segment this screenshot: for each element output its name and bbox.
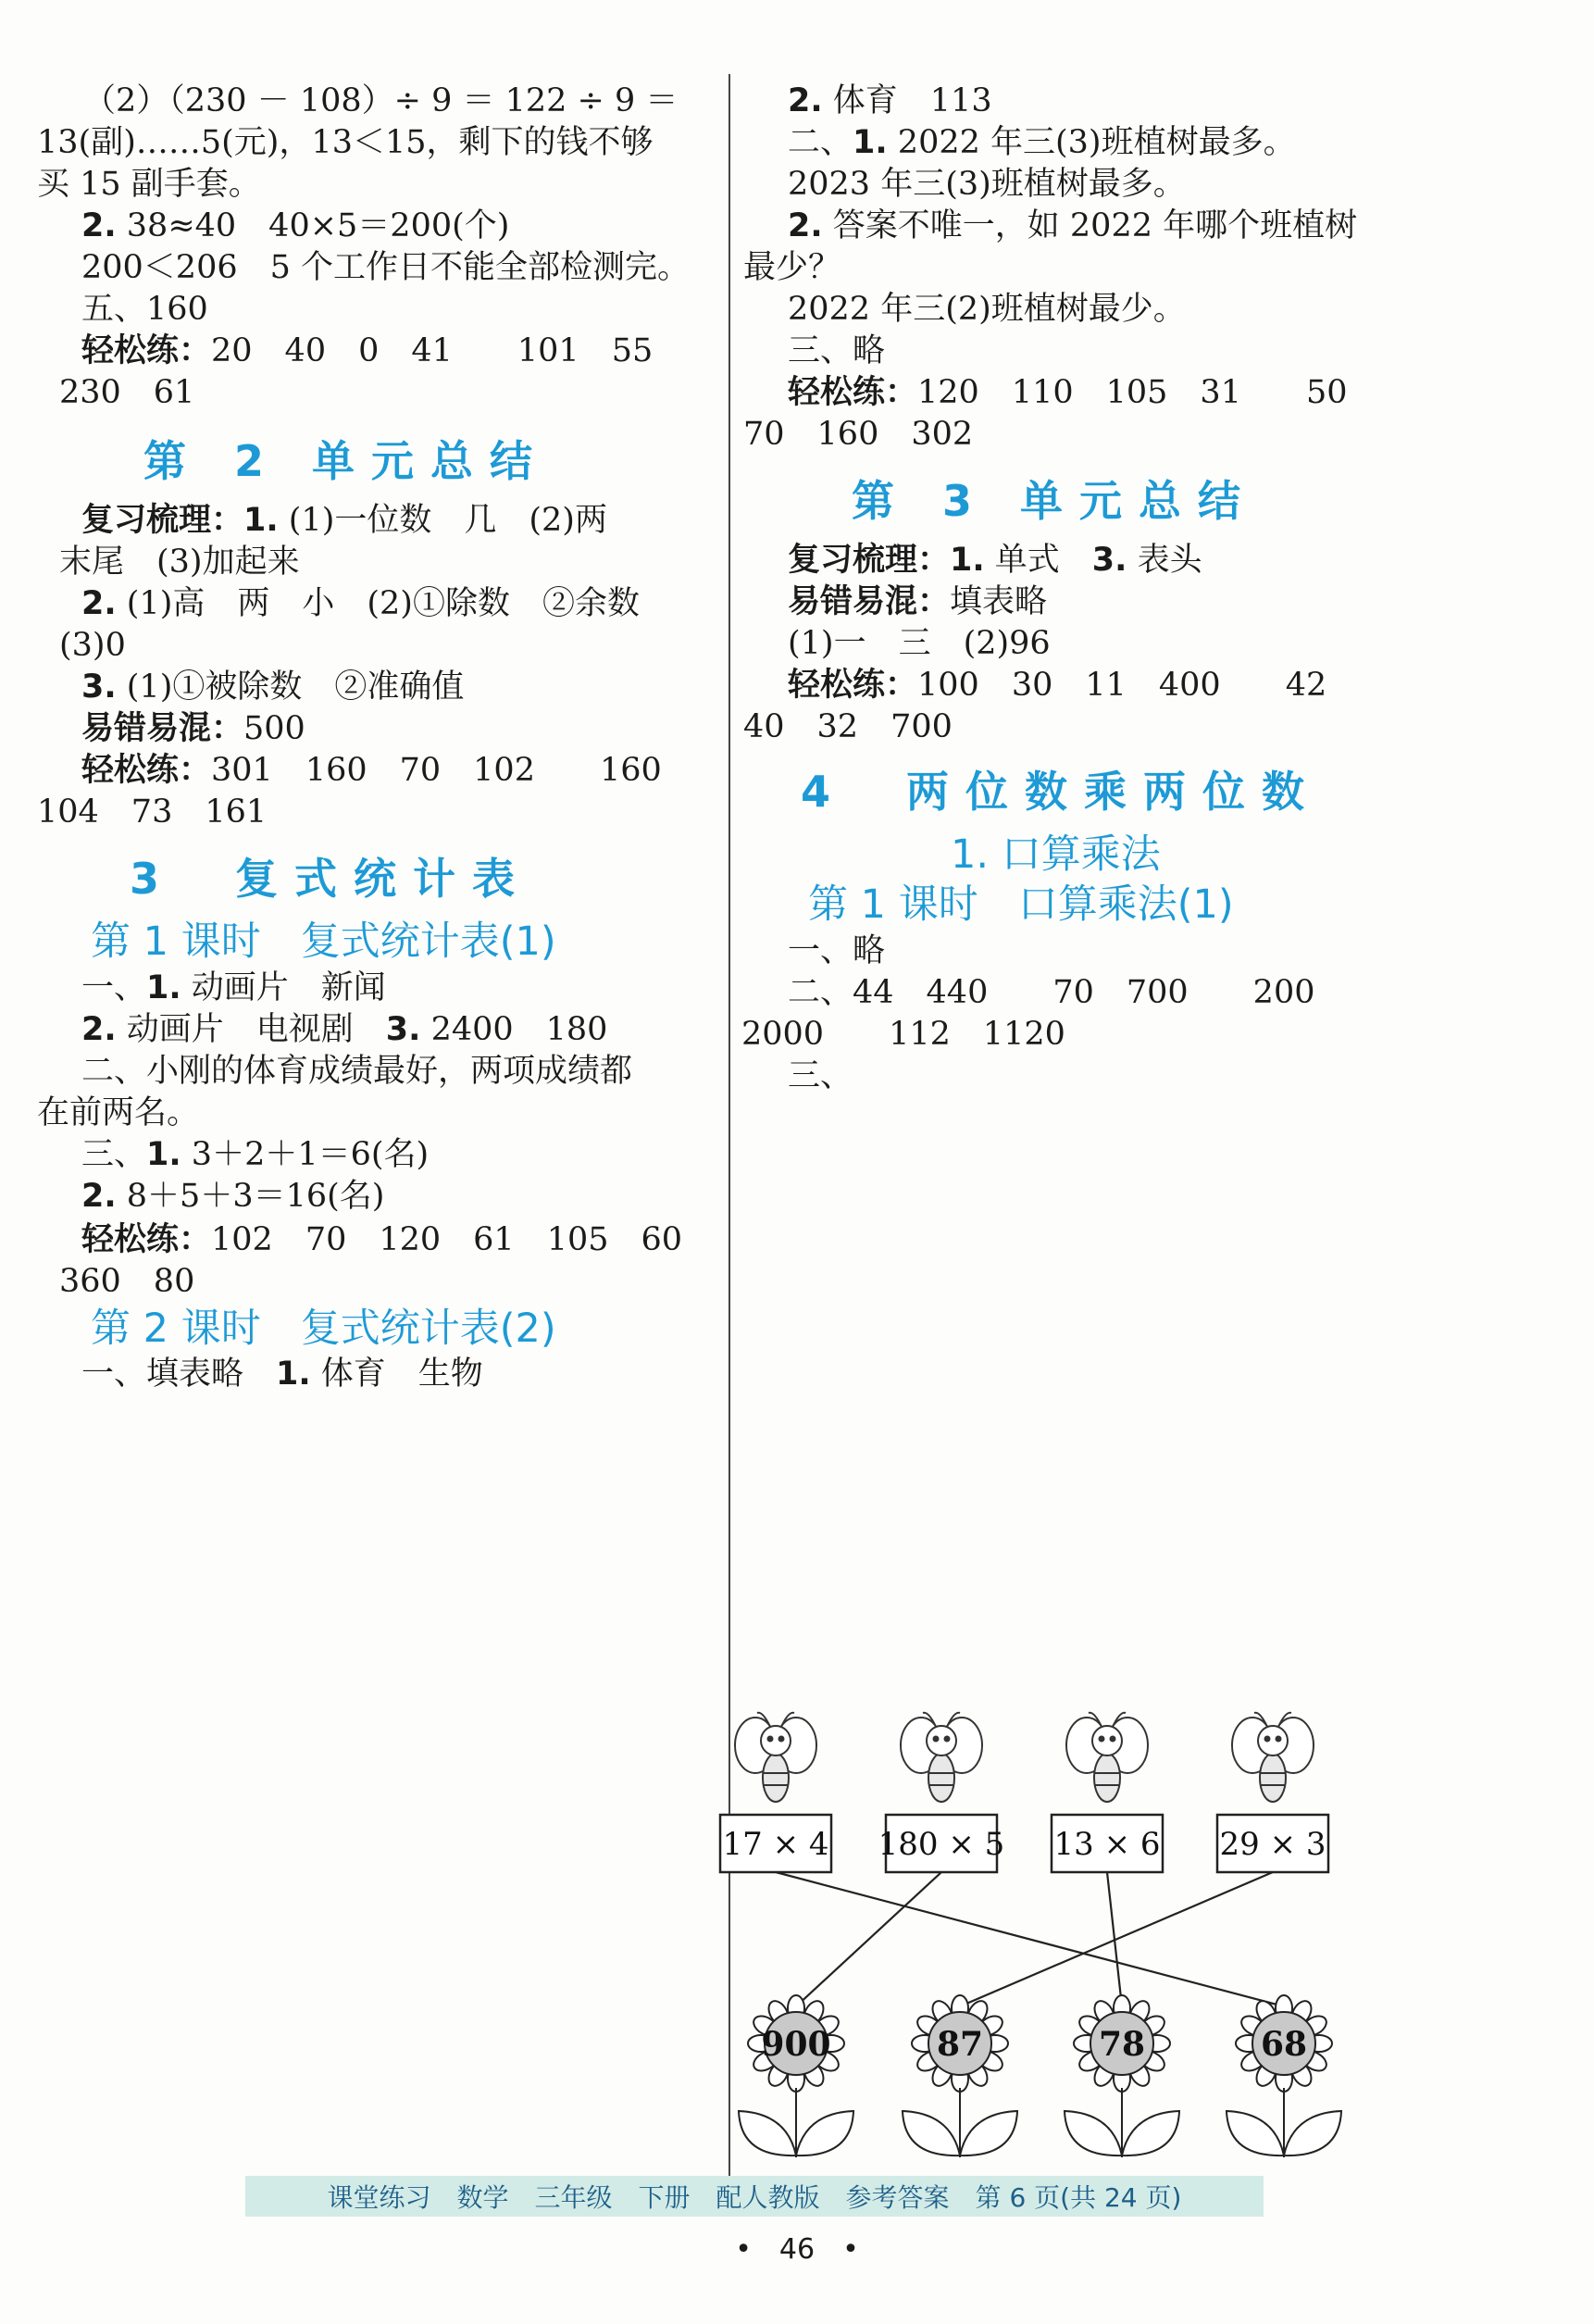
section-1-heading: 1. 口算乘法 <box>951 831 1161 878</box>
answer-line: 末尾 (3)加起来 <box>59 544 300 581</box>
answer-line: 买 15 副手套。 <box>37 166 261 203</box>
answer-line: 二、44 440 70 700 200 <box>788 974 1315 1011</box>
answer-line: 2. 体育 113 <box>788 82 992 119</box>
answer-line: 轻松练：20 40 0 41 101 55 <box>81 332 654 369</box>
chapter-4-heading: 4 两位数乘两位数 <box>801 767 1322 817</box>
svg-text:17 × 4: 17 × 4 <box>722 1826 829 1863</box>
answer-line: 2000 112 1120 <box>741 1016 1065 1053</box>
answer-line: 一、略 <box>788 932 886 969</box>
answer-line: 2022 年三(2)班植树最少。 <box>788 291 1186 328</box>
match-line <box>776 1872 1284 2006</box>
flower-icon <box>903 1995 1017 2157</box>
footer-band: 课堂练习 数学 三年级 下册 配人教版 参考答案 第 6 页(共 24 页) <box>245 2176 1264 2217</box>
expression-box <box>1052 1815 1163 1872</box>
answer-line: 三、略 <box>788 332 886 369</box>
flower-icon <box>1227 1995 1341 2157</box>
answer-line: 2. 8＋5＋3＝16(名) <box>81 1178 385 1215</box>
answer-line: 230 61 <box>59 374 195 411</box>
lesson-1-heading: 第 1 课时 口算乘法(1) <box>808 881 1234 928</box>
answer-line: 轻松练：100 30 11 400 42 <box>788 667 1327 704</box>
answer-line: 104 73 161 <box>37 793 268 831</box>
answer-line: 一、1. 动画片 新闻 <box>81 969 386 1006</box>
match-line <box>960 1872 1273 2006</box>
answer-line: (3)0 <box>59 627 126 664</box>
unit-3-summary-heading: 第 3 单元总结 <box>852 476 1258 526</box>
expression-box <box>1217 1815 1328 1872</box>
match-line <box>796 1872 941 2006</box>
answer-line: 轻松练：102 70 120 61 105 60 <box>81 1221 683 1258</box>
svg-text:900: 900 <box>761 2025 831 2064</box>
answer-line: 二、1. 2022 年三(3)班植树最多。 <box>788 124 1296 161</box>
answer-line: 轻松练：301 160 70 102 160 <box>81 752 662 789</box>
answer-line: 五、160 <box>81 291 208 328</box>
answer-line: 2023 年三(3)班植树最多。 <box>788 166 1186 203</box>
answer-line: 复习梳理：1. (1)一位数 几 (2)两 <box>81 502 607 539</box>
bee-icon <box>1232 1713 1314 1802</box>
svg-text:78: 78 <box>1098 2025 1146 2064</box>
answer-line: 易错易混：500 <box>81 710 305 747</box>
answer-line: 200＜206 5 个工作日不能全部检测完。 <box>81 249 691 286</box>
answer-line: 13(副)……5(元)，13＜15，剩下的钱不够 <box>37 124 654 161</box>
bee-icon <box>901 1713 982 1802</box>
answer-line: 2. 答案不唯一，如 2022 年哪个班植树 <box>788 207 1358 244</box>
answer-line: 在前两名。 <box>37 1094 200 1131</box>
answer-line: 2. 动画片 电视剧 3. 2400 180 <box>81 1011 608 1048</box>
svg-text:68: 68 <box>1260 2025 1308 2064</box>
answer-line: 70 160 302 <box>743 416 974 453</box>
answer-line: 2. 38≈40 40×5＝200(个) <box>81 207 510 244</box>
answer-line: 2. (1)高 两 小 (2)①除数 ②余数 <box>81 585 640 622</box>
answer-line: 二、小刚的体育成绩最好，两项成绩都 <box>81 1053 633 1090</box>
chapter-3-heading: 3 复式统计表 <box>130 854 532 904</box>
svg-text:180 × 5: 180 × 5 <box>878 1826 1005 1863</box>
page-number: • 46 • <box>735 2233 859 2266</box>
answer-line: 3. (1)①被除数 ②准确值 <box>81 668 465 706</box>
flower-icon <box>739 1995 853 2157</box>
flower-icon <box>1065 1995 1179 2157</box>
answer-line: 最少？ <box>743 249 841 286</box>
answer-line: 360 80 <box>59 1263 195 1300</box>
unit-2-summary-heading: 第 2 单元总结 <box>143 436 550 486</box>
expression-box <box>720 1815 831 1872</box>
answer-line: 一、填表略 1. 体育 生物 <box>81 1356 483 1393</box>
answer-line: 轻松练：120 110 105 31 50 <box>788 374 1348 411</box>
answer-line: (1)一 三 (2)96 <box>788 625 1051 662</box>
svg-text:29 × 3: 29 × 3 <box>1219 1826 1326 1863</box>
answer-line: 三、1. 3＋2＋1＝6(名) <box>81 1136 430 1173</box>
bee-icon <box>735 1713 816 1802</box>
answer-line: 三、 <box>788 1057 853 1094</box>
answer-line: 40 32 700 <box>743 708 953 745</box>
answer-line: 复习梳理：1. 单式 3. 表头 <box>788 542 1202 579</box>
bee-icon <box>1066 1713 1148 1802</box>
lesson-1-heading: 第 1 课时 复式统计表(1) <box>91 918 556 965</box>
expression-box <box>878 1815 1005 1872</box>
answer-line: （2）（230 － 108）÷ 9 ＝ 122 ÷ 9 ＝ <box>83 82 679 119</box>
svg-text:13 × 6: 13 × 6 <box>1053 1826 1161 1863</box>
svg-text:87: 87 <box>936 2025 984 2064</box>
answer-line: 易错易混：填表略 <box>788 583 1048 620</box>
lesson-2-heading: 第 2 课时 复式统计表(2) <box>91 1306 556 1352</box>
